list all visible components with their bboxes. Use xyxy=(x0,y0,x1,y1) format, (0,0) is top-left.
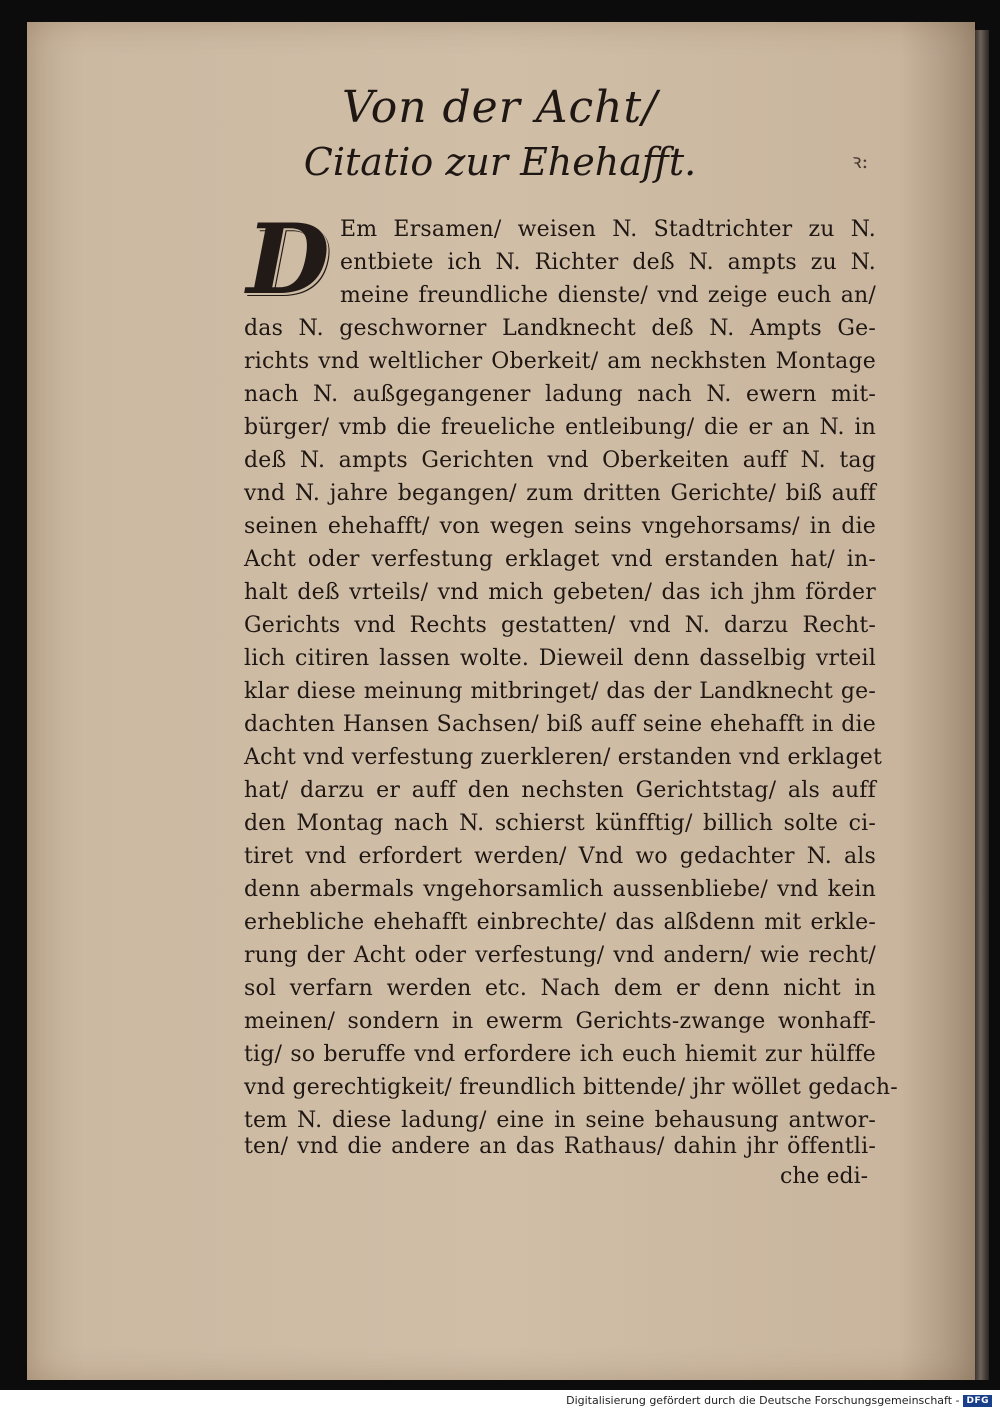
text-line: tiret vnd erfordert werden/ Vnd wo gedachter N. als xyxy=(244,844,876,869)
catchword: che edi- xyxy=(780,1164,869,1189)
text-line: Acht vnd verfestung zuerkleren/ erstanden vnd erklaget xyxy=(244,745,883,770)
page-subheading: Citatio zur Ehehafft. xyxy=(303,140,697,184)
text-line: erhebliche ehehafft einbrechte/ das alßdenn mit erkle- xyxy=(244,910,876,935)
text-line: richts vnd weltlicher Oberkeit/ am neckhsten Montage xyxy=(244,349,876,374)
text-line: bürger/ vmb die freueliche entleibung/ die er an N. in xyxy=(244,415,876,440)
text-line: ten/ vnd die andere an das Rathaus/ dahin jhr öffentli- xyxy=(244,1134,876,1159)
text-line: hat/ darzu er auff den nechsten Gerichtstag/ als auff xyxy=(244,778,876,803)
drop-cap-initial: D xyxy=(246,203,330,316)
text-line: vnd gerechtigkeit/ freundlich bittende/ jhr wöllet gedach- xyxy=(244,1075,898,1100)
text-line: vnd N. jahre begangen/ zum dritten Gerichte/ biß auff xyxy=(244,481,876,506)
dfg-logo: DFG xyxy=(963,1395,992,1407)
text-line: meine freundliche dienste/ vnd zeige euch an/ xyxy=(340,283,876,308)
text-line: Acht oder verfestung erklaget vnd erstanden hat/ in- xyxy=(244,547,876,572)
text-line: Gerichts vnd Rechts gestatten/ vnd N. darzu Recht- xyxy=(244,613,876,638)
text-line: meinen/ sondern in ewerm Gerichts-zwange wonhaff- xyxy=(244,1009,876,1034)
text-line: entbiete ich N. Richter deß N. ampts zu N. xyxy=(340,250,876,275)
digitization-credit xyxy=(566,1394,992,1407)
text-line: klar diese meinung mitbringet/ das der Landknecht ge- xyxy=(244,679,876,704)
text-line: das N. geschworner Landknecht deß N. Ampts Ge- xyxy=(244,316,876,341)
stray-mark: ꝛ: xyxy=(852,149,869,173)
text-line: dachten Hansen Sachsen/ biß auff seine ehehafft in die xyxy=(244,712,876,737)
page-edge xyxy=(975,30,989,1380)
text-line: halt deß vrteils/ vnd mich gebeten/ das ich jhm förder xyxy=(244,580,876,605)
text-line: den Montag nach N. schierst künfftig/ billich solte ci- xyxy=(244,811,876,836)
text-line: denn abermals vngehorsamlich aussenbliebe/ vnd kein xyxy=(244,877,876,902)
text-line: sol verfarn werden etc. Nach dem er denn nicht in xyxy=(244,976,876,1001)
text-line: rung der Acht oder verfestung/ vnd andern/ wie recht/ xyxy=(244,943,876,968)
text-line: seinen ehehafft/ von wegen seins vngehorsams/ in die xyxy=(244,514,876,539)
text-line: nach N. außgegangener ladung nach N. ewern mit- xyxy=(244,382,876,407)
text-line: tig/ so beruffe vnd erfordere ich euch hiemit zur hülffe xyxy=(244,1042,876,1067)
text-line: deß N. ampts Gerichten vnd Oberkeiten auff N. tag xyxy=(244,448,876,473)
credit-text: Digitalisierung gefördert durch die Deutsche Forschungsgemeinschaft - xyxy=(566,1394,960,1407)
text-line: lich citiren lassen wolte. Dieweil denn dasselbig vrteil xyxy=(244,646,876,671)
page-heading: Von der Acht/ xyxy=(341,82,659,133)
text-line: tem N. diese ladung/ eine in seine behausung antwor- xyxy=(244,1108,876,1133)
text-line: Em Ersamen/ weisen N. Stadtrichter zu N. xyxy=(340,217,876,242)
